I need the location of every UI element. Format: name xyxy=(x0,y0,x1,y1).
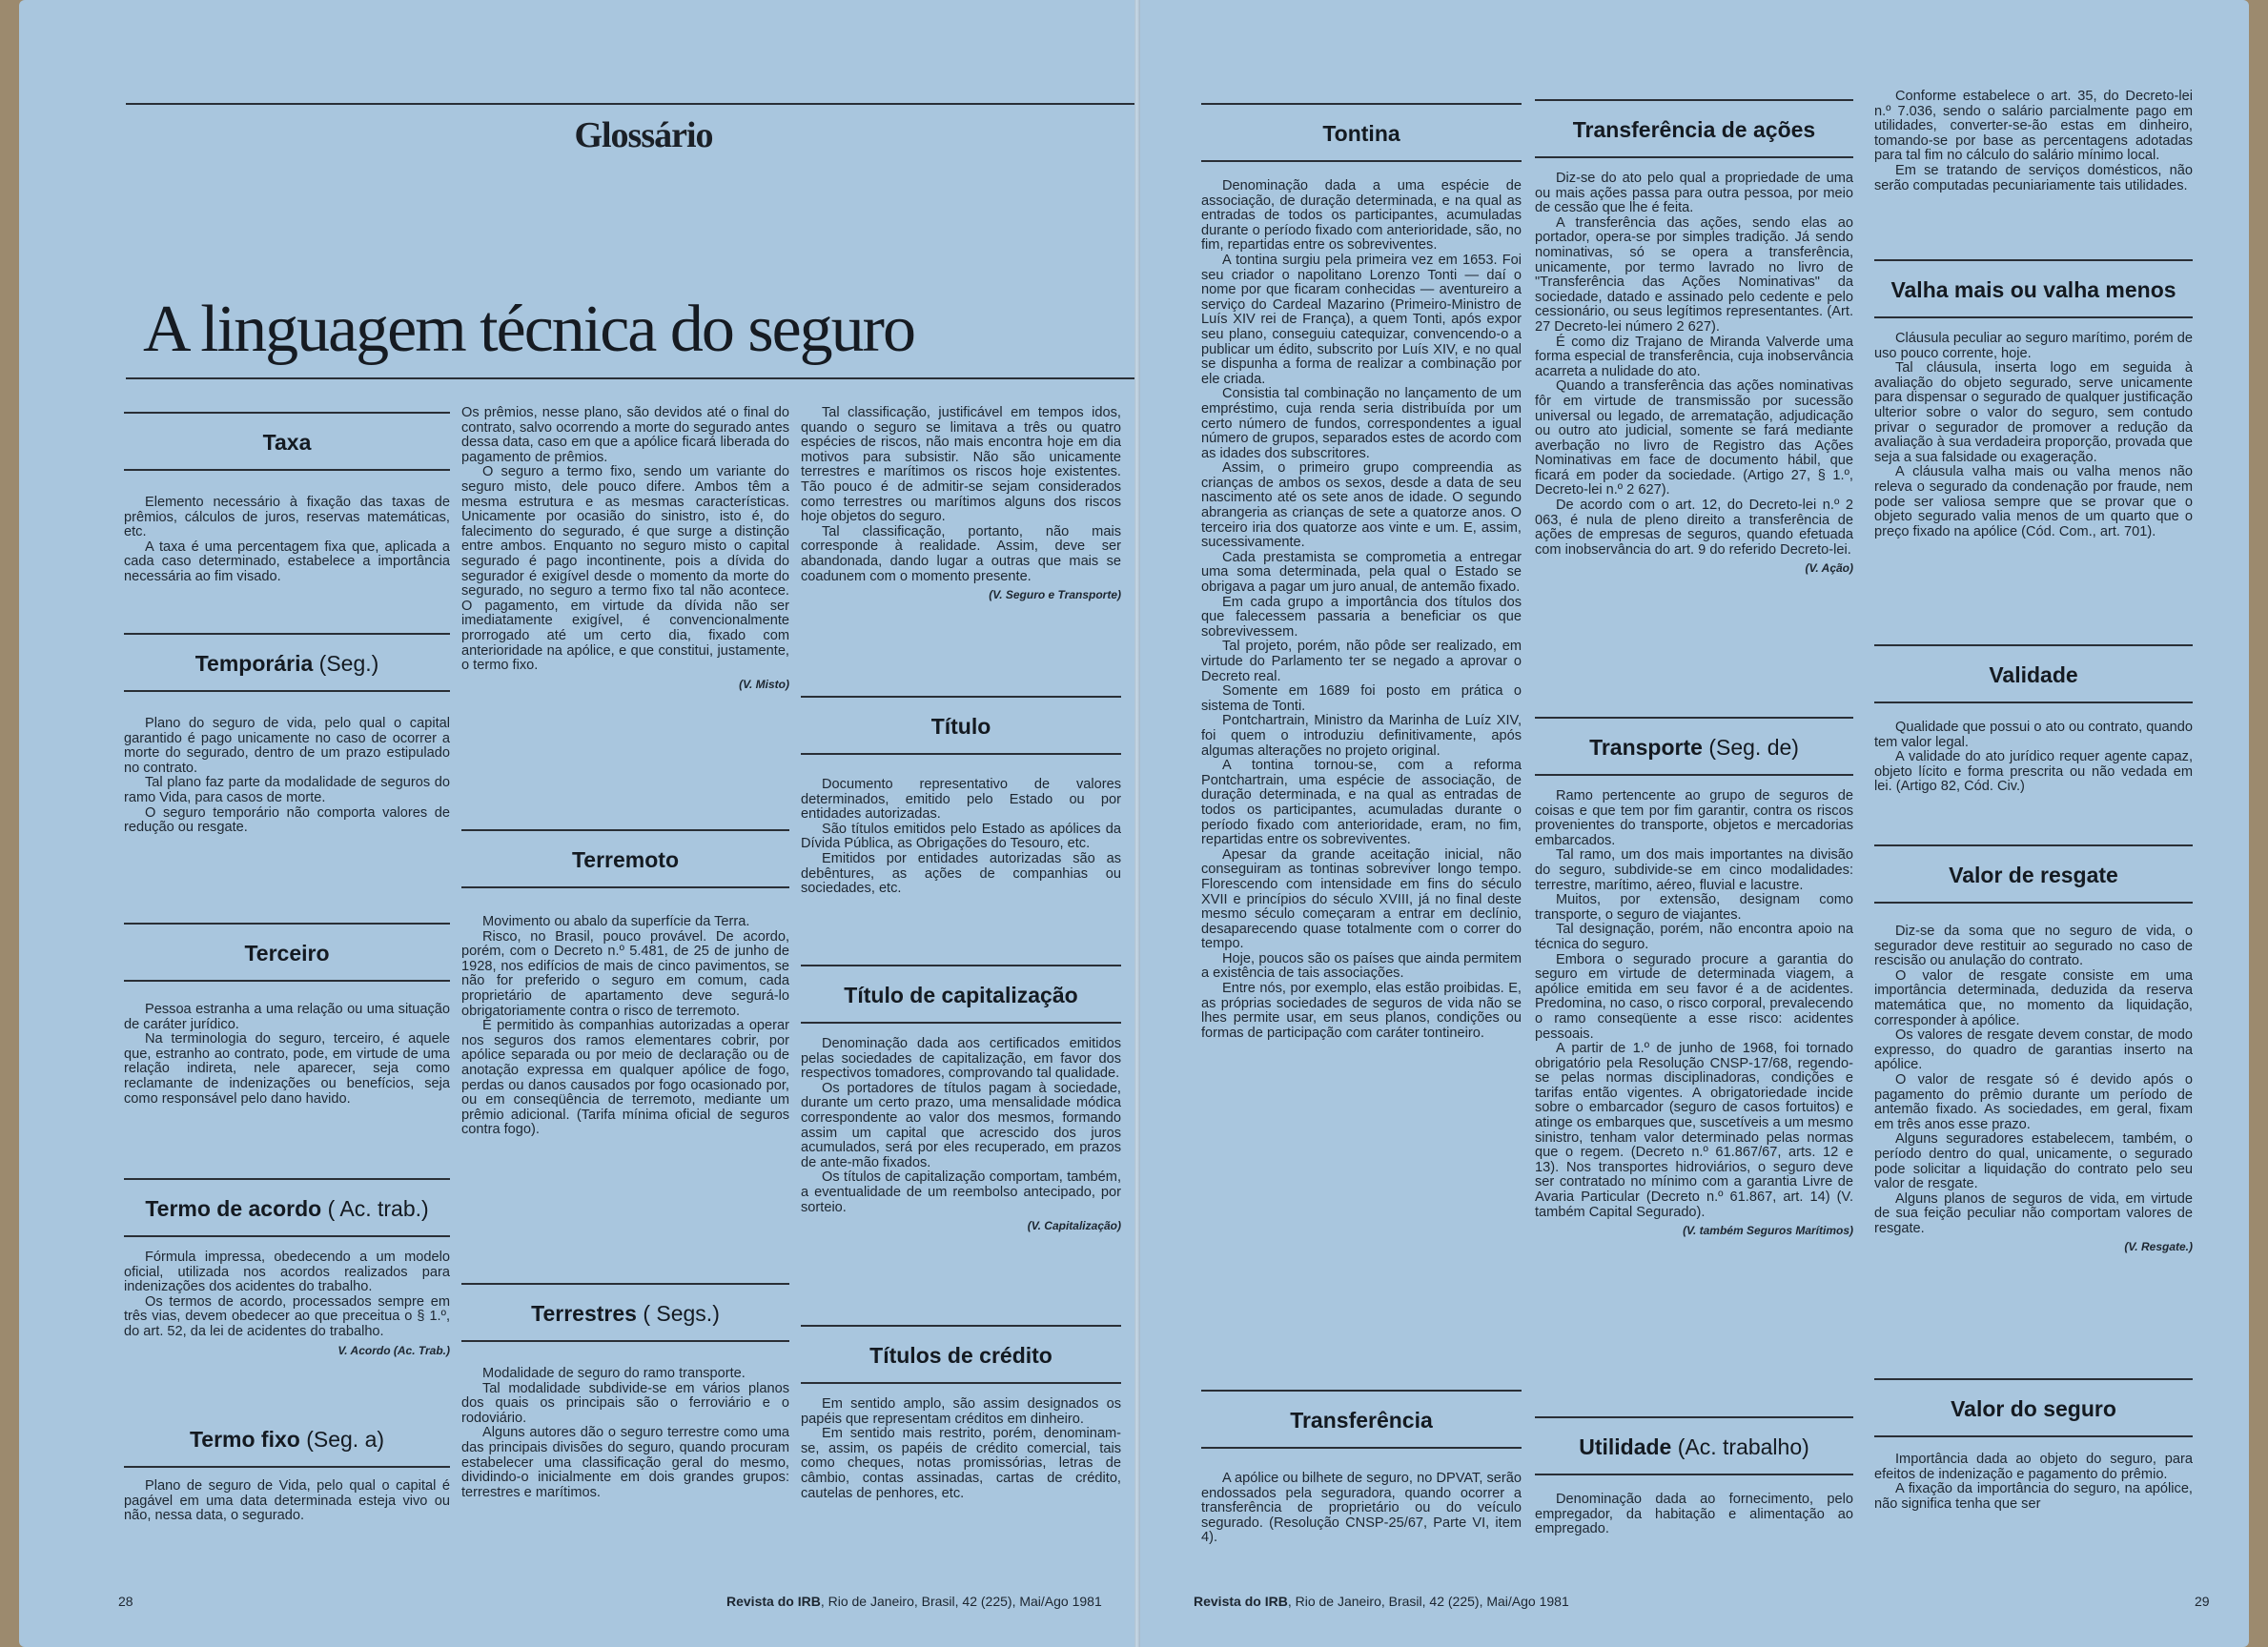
entry-validade xyxy=(1874,644,2193,795)
entry-title: Taxa xyxy=(262,430,312,455)
entry-taxa xyxy=(124,412,450,585)
entry-title: Transferência de ações xyxy=(1572,117,1816,142)
entry-title: Utilidade (Ac. trabalho) xyxy=(1579,1434,1809,1459)
entry-title: Valor de resgate xyxy=(1949,863,2118,887)
cross-reference: (V. Seguro e Transporte) xyxy=(989,588,1121,602)
entry-text: Movimento ou abalo da superfície da Terra. Risco, no Brasil, pouco provável. De acordo, porém, com o Decreto n.º 5.481, de 25 de junho de 1928, nos edifícios de mais de cinco pavimentos, se não for preferido o seguro em comum, cada proprietário de apartamento deve segurá-lo obrigatoriamente contra o risco de terremoto. É permitido às companhias autorizadas a operar nos seguros dos ramos elementares cobrir, por apólice separada ou por meio de declaração ou de anotação expressa em qualquer apólice de fogo, perdas ou danos causados por fogo ocasionado por, ou em conseqüência de terremoto, mediante um prêmio adicional. (Tarifa mínima oficial de seguros contra fogo). xyxy=(461,914,789,1138)
title-rule xyxy=(126,377,1134,379)
entry-termo-fixo-continued xyxy=(461,406,789,691)
entry-valor-de-resgate xyxy=(1874,844,2193,1253)
entry-title: Termo fixo (Seg. a) xyxy=(189,1427,385,1452)
entry-titulo xyxy=(801,696,1121,897)
cross-reference: V. Acordo (Ac. Trab.) xyxy=(337,1343,450,1357)
page-number: 29 xyxy=(2195,1594,2210,1609)
entry-text: Modalidade de seguro do ramo transporte. Tal modalidade subdivide-se em vários planos dos quais os principais são o ferroviário e o rodoviário. Alguns autores dão o seguro terrestre como uma das principais divisões do seguro, quando procuram estabelecer uma classificação geral do mesmo, dividindo-o inicialmente em dois grandes grupos: terrestres e marítimos. xyxy=(461,1366,789,1500)
entry-titulos-de-credito xyxy=(801,1325,1121,1501)
entry-text: Denominação dada ao fornecimento, pelo empregador, da habitação e alimentação ao empregado. xyxy=(1535,1492,1853,1537)
entry-utilidade-continued xyxy=(1874,90,2193,193)
entry-transferencia xyxy=(1201,1390,1522,1546)
entry-text: Conforme estabelece o art. 35, do Decreto-lei n.º 7.036, sendo o salário parcialmente pago em utilidades, converter-se-ão estas em dinheiro, tomando-se por base as percentagens adotadas para tal fim no cálculo do salário mínimo local. Em se tratando de serviços domésticos, não serão computadas pecuniariamente tais utilidades. xyxy=(1874,89,2193,193)
entry-valha-mais-ou-valha-menos xyxy=(1874,259,2193,539)
entry-text: Diz-se do ato pelo qual a propriedade de uma ou mais ações passa para outra pessoa, por meio de cessão que lhe é feita. A transferência das ações, sendo elas ao portador, opera-se por simples tradição. Já sendo nominativas, só se opera a transferência, unicamente, por termo lavrado no livro de "Transferência das Ações Nominativas" da sociedade, datado e assinado pelo cedente e pelo cessionário, ou seus legítimos representantes. (Art. 27 Decreto-lei número 2 627). É como diz Trajano de Miranda Valverde uma forma especial de transferência, cuja inobservância acarreta a nulidade do ato. Quando a transferência das ações nominativas fôr em virtude de transmissão por sucessão universal ou legado, de arrematação, adjudicação ou outro ato judicial, somente se fará mediante averbação no livro de Registro das Ações Nominativas em face de documento hábil, que ficará em poder da sociedade. (Artigo 27, § 1.º, Decreto-lei n.º 2 627). De acordo com o art. 12, do Decreto-lei n.º 2 063, é nula de pleno direito a transferência de ações de empresas de seguros, quando efetuada com inobservância do art. 9 do referido Decreto-lei. xyxy=(1535,171,1853,558)
entry-title: Títulos de crédito xyxy=(869,1343,1052,1368)
entry-text: Diz-se da soma que no seguro de vida, o segurador deve restituir ao segurado no caso de rescisão ou anulação do contrato. O valor de resgate consiste em uma importância determinada, deduzida da reserva matemática que, no momento da liquidação, corresponder à apólice. Os valores de resgate devem constar, de modo expresso, do quadro de garantias inserto na apólice. O valor de resgate só é devido após o pagamento do prêmio durante um período de antemão fixado. As sociedades, em geral, fixam em três anos esse prazo. Alguns seguradores estabelecem, também, o período dentro do qual, unicamente, o segurado pode solicitar a liquidação do contrato pelo seu valor de resgate. Alguns planos de seguros de vida, em virtude de sua feição peculiar não comportam valores de resgate. xyxy=(1874,924,2193,1236)
entry-valor-do-seguro xyxy=(1874,1378,2193,1512)
entry-text: Documento representativo de valores determinados, emitido pelo Estado ou por entidades autorizadas. São títulos emitidos pelo Estado as apólices da Dívida Pública, as Obrigações do Tesouro, etc. Emitidos por entidades autorizadas são as debêntures, as ações de companhias ou sociedades, etc. xyxy=(801,777,1121,897)
entry-text: Pessoa estranha a uma relação ou uma situação de caráter jurídico. Na terminologia do seguro, terceiro, é aquele que, estranho ao contrato, pode, em virtude de uma relação indireta, nele aparecer, seja como reclamante de indenizações ou benefícios, seja como responsável pelo dano havido. xyxy=(124,1002,450,1107)
entry-transferencia-de-acoes xyxy=(1535,99,1853,575)
entry-text: Elemento necessário à fixação das taxas de prêmios, cálculos de juros, reservas matemáticas, etc. A taxa é uma percentagem fixa que, aplicada a cada caso determinado, estabelece a importância necessária ao fim visado. xyxy=(124,495,450,584)
entry-title: Temporária (Seg.) xyxy=(194,651,379,676)
entry-title: Terrestres ( Segs.) xyxy=(531,1301,720,1326)
entry-terrestres xyxy=(461,1283,789,1500)
entry-terceiro xyxy=(124,923,450,1107)
entry-title: Título de capitalização xyxy=(844,983,1078,1007)
entry-title: Terceiro xyxy=(244,941,330,966)
entry-text: Plano de seguro de Vida, pelo qual o capital é pagável em uma data determinada esteja vivo ou não, nessa data, o segurado. xyxy=(124,1478,450,1524)
entry-terrestres-continued xyxy=(801,406,1121,601)
entry-text: Em sentido amplo, são assim designados os papéis que representam créditos em dinheiro. Em sentido mais restrito, porém, denominam-se, assim, os papéis de crédito comercial, tais como cheques, notas promissórias, letras de câmbio, contas assinadas, cartas de crédito, cautelas de penhores, etc. xyxy=(801,1396,1121,1501)
entry-terremoto xyxy=(461,829,789,1138)
footer-citation: Revista do IRB, Rio de Janeiro, Brasil, 42 (225), Mai/Ago 1981 xyxy=(1194,1594,1569,1609)
entry-tontina xyxy=(1201,103,1522,1041)
entry-utilidade xyxy=(1535,1416,1853,1537)
left-page xyxy=(19,0,1134,1647)
cross-reference: (V. Ação) xyxy=(1805,561,1853,576)
entry-title: Validade xyxy=(1989,662,2078,687)
entry-termo-de-acordo xyxy=(124,1178,450,1357)
entry-title: Título xyxy=(930,714,991,739)
entry-title: Tontina xyxy=(1322,121,1400,146)
entry-title: Transferência xyxy=(1290,1408,1433,1433)
entry-text: Qualidade que possui o ato ou contrato, quando tem valor legal. A validade do ato jurídico requer agente capaz, objeto lícito e forma prescrita ou não vedada em lei. (Artigo 82, Cód. Civ.) xyxy=(1874,720,2193,795)
glossary-label: Glossário xyxy=(574,115,713,155)
entry-text: Denominação dada aos certificados emitidos pelas sociedades de capitalização, em favor dos respectivos tomadores, comprovando tal qualidade. Os portadores de títulos pagam à sociedade, durante um certo prazo, uma mensalidade módica correspondente ao valor dos mesmos, formando assim um capital que acrescido dos juros acumulados, será por eles recuperado, em prazos de ante-mão fixados. Os títulos de capitalização comportam, também, a eventualidade de um reembolso antecipado, por sorteio. xyxy=(801,1036,1121,1215)
cross-reference: (V. Misto) xyxy=(739,677,789,691)
entry-temporaria xyxy=(124,633,450,836)
page-number: 28 xyxy=(118,1594,133,1609)
entry-text: Importância dada ao objeto do seguro, para efeitos de indenização e pagamento do prêmio. A fixação da importância do seguro, na apólice, não significa tenha que ser xyxy=(1874,1452,2193,1512)
cross-reference: (V. Resgate.) xyxy=(2124,1240,2193,1254)
entry-text: Ramo pertencente ao grupo de seguros de coisas e que tem por fim garantir, contra os riscos provenientes do transporte, objetos e mercadorias embarcados. Tal ramo, um dos mais importantes na divisão do seguro, subdivide-se em cinco modalidades: terrestre, marítimo, aéreo, fluvial e lacustre. Muitos, por extensão, designam como transporte, o seguro de viajantes. Tal designação, porém, não encontra apoio na técnica do seguro. Embora o segurado procure a garantia do seguro em virtude de determinada viagem, a apólice emitida em seu favor é a de acidentes. Predomina, no caso, o risco corporal, prevalecendo o ramo conseqüente a esse risco: acidentes pessoais. A partir de 1.º de junho de 1968, foi tornado obrigatório pela Resolução CNSP-17/68, regendo-se pelas normas disciplinadoras, condições e tarifas então vigentes. A obrigatoriedade incide sobre o embarcador (seguro de casos fortuitos) e atinge os embarques que, suscetíveis a um mesmo sinistro, tenham valor determinado pelas normas que o regem. (Decreto n.º 61.867/67, arts. 12 e 13). Nos transportes hidroviários, o seguro deve ser contratado no mínimo com a garantia Livre de Avaria Particular (Decreto n.º 61.867, art. 14) (V. também Capital Segurado). xyxy=(1535,788,1853,1220)
entry-text: A apólice ou bilhete de seguro, no DPVAT, serão endossados pela seguradora, quando ocorrer a transferência de proprietário ou do veículo segurado. (Resolução CNSP-25/67, Parte VI, item 4). xyxy=(1201,1471,1522,1546)
entry-title: Termo de acordo ( Ac. trab.) xyxy=(145,1196,429,1221)
entry-title: Valha mais ou valha menos xyxy=(1890,277,2176,302)
cross-reference: (V. também Seguros Marítimos) xyxy=(1683,1224,1853,1238)
entry-transporte xyxy=(1535,717,1853,1237)
entry-text: Plano do seguro de vida, pelo qual o capital garantido é pago unicamente no caso de ocorrer a morte do segurado, dentro de um prazo estipulado no contrato. Tal plano faz parte da modalidade de seguros do ramo Vida, para casos de morte. O seguro temporário não comporta valores de redução ou resgate. xyxy=(124,716,450,836)
top-rule xyxy=(126,103,1134,105)
entry-text: Os prêmios, nesse plano, são devidos até o final do contrato, salvo ocorrendo a morte do segurado antes dessa data, caso em que a apólice ficará liberada do pagamento de prêmios. O seguro a termo fixo, sendo um variante do seguro misto, dele pouco difere. Ambos têm a mesma estrutura e as mesmas características. Unicamente por ocasião do sinistro, isto é, do falecimento do segurado, é que surge a distinção entre ambos. Enquanto no seguro misto o capital segurado é pago incontinente, pois a dívida do segurador é exigível desde o momento da morte do segurado, no seguro a termo fixo tal não acontece. O pagamento, em virtude da dívida não ser imediatamente exigível, é convencionalmente prorrogado até um certo dia, fixado com anterioridade na apólice, e que constitui, justamente, o termo fixo. xyxy=(461,405,789,674)
cross-reference: (V. Capitalização) xyxy=(1027,1219,1121,1233)
footer-citation: Revista do IRB, Rio de Janeiro, Brasil, 42 (225), Mai/Ago 1981 xyxy=(726,1594,1102,1609)
entry-text: Denominação dada a uma espécie de associação, de duração determinada, e na qual as entradas de todos os participantes, acumuladas durante o período fixado com anterioridade, são, no fim, repartidas entre os sobreviventes. A tontina surgiu pela primeira vez em 1653. Foi seu criador o napolitano Lorenzo Tonti — daí o nome por que ficaram conhecidas — aventureiro a serviço do Cardeal Mazarino (Primeiro-Ministro de Luís XIV rei de França), a quem Tonti, após expor seu plano, conseguiu catequizar, convencendo-o a publicar um édito, subscrito por Luís XIV, e no qual se dispunha a forma de realizar a combinação por ele criada. Consistia tal combinação no lançamento de um empréstimo, cuja renda seria distribuída por um certo número de fundos, correspondentes a igual número de grupos, separados estes de acordo com as idades dos subscritores. Assim, o primeiro grupo compreendia as crianças de ambos os sexos, desde a data de seu nascimento até os sete anos de idade. O segundo abrangeria as crianças de sete a quatorze anos. O terceiro iria dos quatorze aos vinte e um. E, assim, sucessivamente. Cada prestamista se comprometia a entregar uma soma determinada, pela qual o Estado se obrigava a pagar um juro anual, de antemão fixado. Em cada grupo a importância dos títulos dos que falecessem passaria a beneficiar os que sobrevivessem. Tal projeto, porém, não pôde ser realizado, em virtude do Parlamento ter se negado a aprovar o Decreto real. Somente em 1689 foi posto em prática o sistema de Tonti. Pontchartrain, Ministro da Marinha de Luíz XIV, foi quem o introduziu definitivamente, após algumas alterações no projeto original. A tontina tornou-se, com a reforma Pontchartrain, uma espécie de associação, de duração determinada, e na qual as entradas de todos os participantes, acumuladas durante o período fixado com anterioridade, eram, no fim, repartidas entre os sobreviventes. Apesar da grande aceitação inicial, não conseguiram as tontinas sobreviver longo tempo. Florescendo com intensidade em fins do século XVII e princípios do século XVIII, já no final deste mesmo século começaram a entrar em declínio, desaparecendo quase totalmente com o correr do tempo. Hoje, poucos são os países que ainda permitem a existência de tais associações. Entre nós, por exemplo, elas estão proibidas. E, as próprias sociedades de seguros de vida não se lhes permite usar, em seus planos, condições ou formas de participação com caráter tontineiro. xyxy=(1201,178,1522,1041)
right-page xyxy=(1140,0,2249,1647)
entry-title: Transporte (Seg. de) xyxy=(1589,735,1799,760)
entry-title: Terremoto xyxy=(571,847,680,872)
entry-text: Cláusula peculiar ao seguro marítimo, porém de uso pouco corrente, hoje. Tal cláusula, inserta logo em seguida à avaliação do objeto segurado, serve unicamente para dispensar o segurado de qualquer justificação ulterior sobre o valor do seguro, sem contudo privar o segurador de promover a redução da avaliação à sua verdadeira proporção, provada que seja a sua falsidade ou exageração. A cláusula valha mais ou valha menos não releva o segurado da condenação por fraude, nem pode ser valiosa sempre que se provar que o objeto segurado valia menos de um quarto que o preço fixado na apólice (Cód. Com., art. 701). xyxy=(1874,331,2193,539)
entry-title: Valor do seguro xyxy=(1951,1396,2116,1421)
entry-text: Tal classificação, justificável em tempos idos, quando o seguro se limitava a três ou quatro espécies de riscos, não mais encontra hoje em dia motivos para subsistir. Não são unicamente terrestres e marítimos os riscos hoje existentes. Tão pouco é de admitir-se sejam considerados como terrestres ou marítimos alguns dos riscos hoje objetos do seguro. Tal classificação, portanto, não mais corresponde à realidade. Assim, deve ser abandonada, dando lugar a outras que mais se coadunem com o momento presente. xyxy=(801,405,1121,584)
main-title: A linguagem técnica do seguro xyxy=(143,293,914,366)
entry-titulo-de-capitalizacao xyxy=(801,965,1121,1232)
entry-text: Fórmula impressa, obedecendo a um modelo oficial, utilizada nos acordos realizados para indenizações dos acidentes do trabalho. Os termos de acordo, processados sempre em três vias, devem obedecer ao que preceitua o § 1.º, do art. 52, da lei de acidentes do trabalho. xyxy=(124,1250,450,1339)
entry-termo-fixo xyxy=(124,1420,450,1524)
